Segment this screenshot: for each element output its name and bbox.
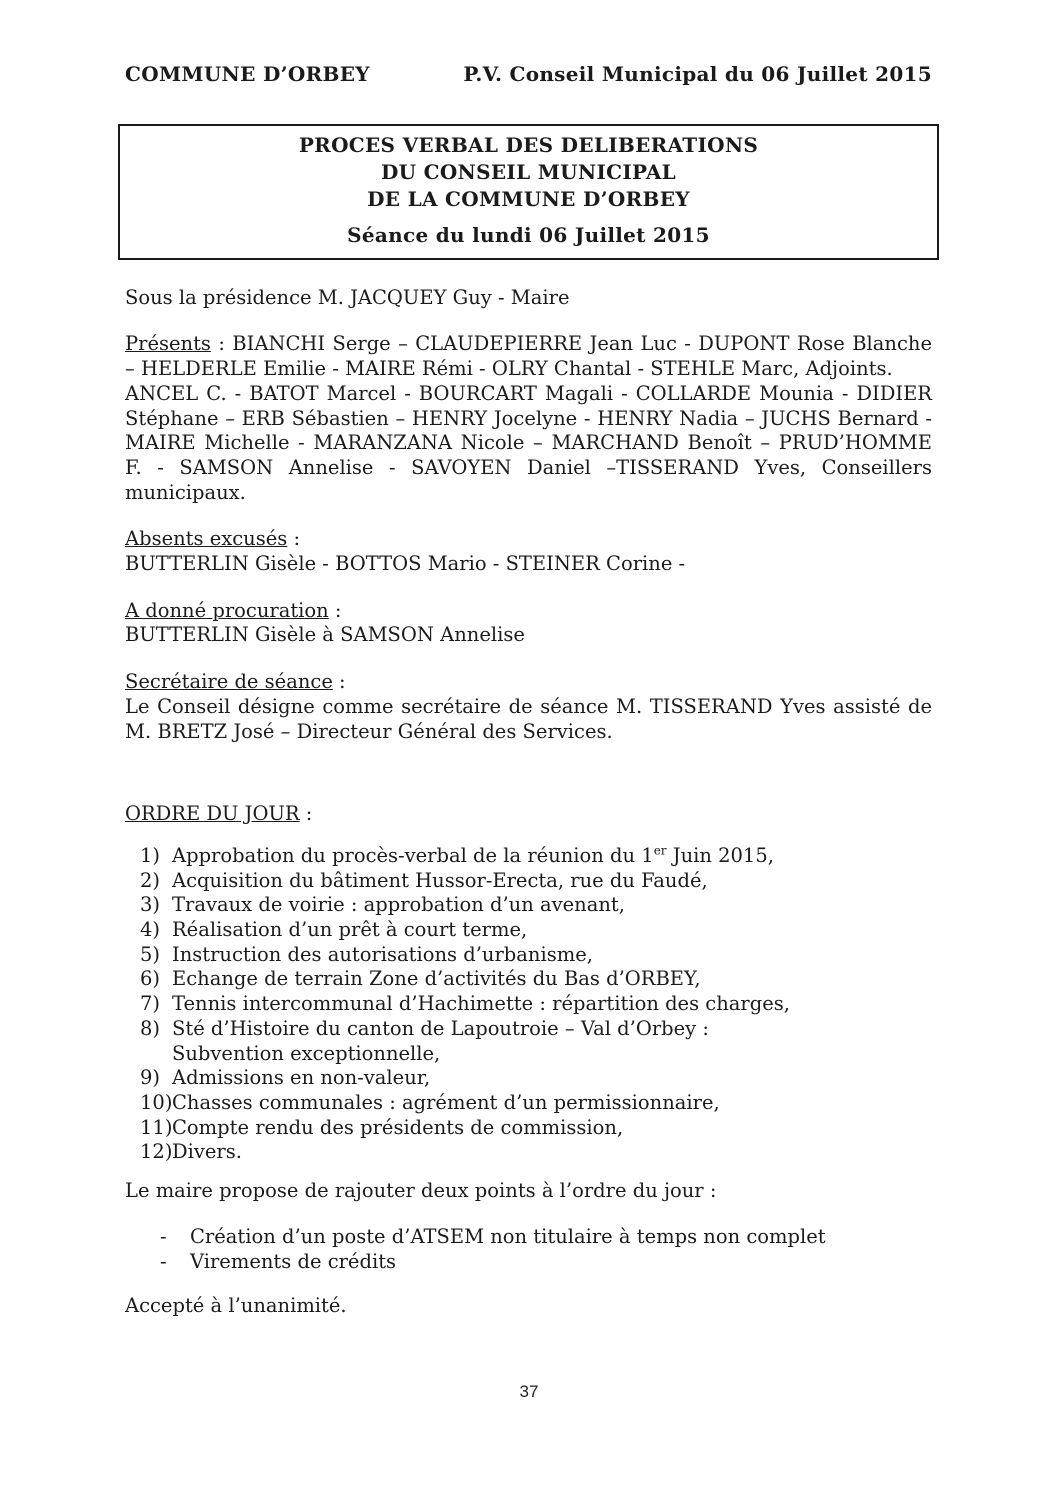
agenda-item-text: Réalisation d’un prêt à court terme,	[172, 918, 528, 942]
agenda-item-7	[125, 992, 932, 1017]
decision-line: Accepté à l’unanimité.	[125, 1294, 347, 1318]
agenda-item-text: Divers.	[172, 1140, 242, 1164]
agenda-item-6	[125, 967, 932, 992]
session-line: Séance du lundi 06 Juillet 2015	[347, 222, 710, 247]
dash-marker: -	[160, 1249, 167, 1273]
secretaire-colon: :	[332, 670, 346, 694]
agenda-item-5	[125, 943, 932, 968]
secretaire-label: Secrétaire de séance	[125, 670, 333, 694]
presents-paragraph	[125, 332, 932, 381]
agenda-list	[125, 844, 932, 1165]
agenda-item-marker: 12)	[140, 1140, 173, 1164]
presents-label: Présents	[125, 332, 211, 356]
title-line-2: DU CONSEIL MUNICIPAL	[380, 159, 677, 184]
absents-heading	[125, 527, 932, 552]
title-line-3: DE LA COMMUNE D’ORBEY	[367, 186, 690, 211]
agenda-item-text: Instruction des autorisations d’urbanisme,	[172, 942, 593, 966]
agenda-item-text: Echange de terrain Zone d’activités du Bas d’ORBEY,	[172, 967, 701, 991]
agenda-item-text: Compte rendu des présidents de commission,	[172, 1115, 624, 1139]
agenda-item-marker: 11)	[140, 1115, 173, 1139]
agenda-item-9	[125, 1066, 932, 1091]
agenda-item-marker: 7)	[140, 992, 161, 1016]
procuration-label: A donné procuration	[125, 598, 329, 622]
title-box	[118, 124, 939, 260]
agenda-item-marker: 3)	[140, 893, 161, 917]
agenda-item-text: Approbation du procès-verbal de la réunion du 1er Juin 2015,	[172, 843, 774, 867]
agenda-item-text: Sté d’Histoire du canton de Lapoutroie – Val d’Orbey : Subvention exceptionnelle,	[172, 1017, 932, 1066]
agenda-item-10	[125, 1091, 932, 1116]
dash-marker: -	[160, 1224, 167, 1248]
agenda-item-marker: 10)	[140, 1090, 173, 1114]
agenda-item-marker: 9)	[140, 1066, 161, 1090]
agenda-item-4	[125, 918, 932, 943]
absents-label: Absents excusés	[125, 527, 288, 551]
addition-item-text: Création d’un poste d’ATSEM non titulaire à temps non complet	[190, 1224, 826, 1248]
page-content	[125, 62, 932, 1319]
procuration-body: BUTTERLIN Gisèle à SAMSON Annelise	[125, 623, 525, 647]
secretaire-body: Le Conseil désigne comme secrétaire de séance M. TISSERAND Yves assisté de M. BRETZ José – Directeur Général des Services.	[125, 694, 932, 743]
conseillers-paragraph: ANCEL C. - BATOT Marcel - BOURCART Magali - COLLARDE Mounia - DIDIER Stéphane – ERB Sébastien – HENRY Jocelyne - HENRY Nadia – JUCHS Bernard - MAIRE Michelle - MARANZANA Nicole – MARCHAND Benoît – PRUD’HOMME F. - SAMSON Annelise - SAVOYEN Daniel –TISSERAND Yves, Conseillers municipaux.	[125, 381, 932, 504]
additions-list	[125, 1225, 932, 1274]
page-number: 37	[519, 1382, 539, 1401]
agenda-item-3	[125, 893, 932, 918]
addition-item-1	[160, 1225, 932, 1250]
additions-intro: Le maire propose de rajouter deux points à l’ordre du jour :	[125, 1179, 717, 1203]
agenda-item-text: Admissions en non-valeur,	[172, 1066, 431, 1090]
title-line-1: PROCES VERBAL DES DELIBERATIONS	[298, 132, 759, 157]
agenda-item-8	[125, 1017, 932, 1066]
header-pv-title: P.V. Conseil Municipal du 06 Juillet 2015	[463, 62, 932, 86]
agenda-heading	[125, 802, 932, 827]
agenda-item-text: Acquisition du bâtiment Hussor-Erecta, rue du Faudé,	[172, 868, 708, 892]
absents-colon: :	[287, 527, 301, 551]
absents-body: BUTTERLIN Gisèle - BOTTOS Mario - STEINER Corine -	[125, 552, 686, 576]
agenda-item-marker: 4)	[140, 918, 161, 942]
absents-section	[125, 527, 932, 576]
agenda-item-1	[125, 844, 932, 869]
agenda-item-wrap-line: Subvention exceptionnelle,	[172, 1041, 441, 1065]
secretaire-section	[125, 670, 932, 744]
agenda-item-marker: 2)	[140, 868, 161, 892]
procuration-colon: :	[328, 598, 342, 622]
secretaire-heading	[125, 670, 932, 695]
agenda-item-marker: 1)	[140, 843, 161, 867]
agenda-item-marker: 8)	[140, 1016, 161, 1040]
agenda-item-marker: 6)	[140, 967, 161, 991]
procuration-section	[125, 599, 932, 648]
agenda-item-11	[125, 1116, 932, 1141]
agenda-item-12	[125, 1140, 932, 1165]
addition-item-2	[160, 1250, 932, 1275]
presidency-line: Sous la présidence M. JACQUEY Guy - Maire	[125, 285, 570, 309]
agenda-title: ORDRE DU JOUR	[125, 802, 300, 826]
agenda-item-text: Tennis intercommunal d’Hachimette : répartition des charges,	[172, 992, 790, 1016]
header-commune: COMMUNE D’ORBEY	[125, 62, 370, 86]
procuration-heading	[125, 599, 932, 624]
page-header	[125, 62, 932, 87]
agenda-item-text: Travaux de voirie : approbation d’un avenant,	[172, 893, 625, 917]
addition-item-text: Virements de crédits	[190, 1249, 397, 1273]
presents-adjoints: BIANCHI Serge – CLAUDEPIERRE Jean Luc - DUPONT Rose Blanche – HELDERLE Emilie - MAIRE Rémi - OLRY Chantal - STEHLE Marc, Adjoints.	[125, 332, 932, 381]
ordinal-superscript: er	[653, 843, 667, 858]
agenda-item-text: Chasses communales : agrément d’un permissionnaire,	[172, 1090, 720, 1114]
agenda-colon: :	[299, 802, 313, 826]
agenda-item-marker: 5)	[140, 942, 161, 966]
agenda-item-2	[125, 869, 932, 894]
presents-separator: :	[210, 332, 233, 356]
